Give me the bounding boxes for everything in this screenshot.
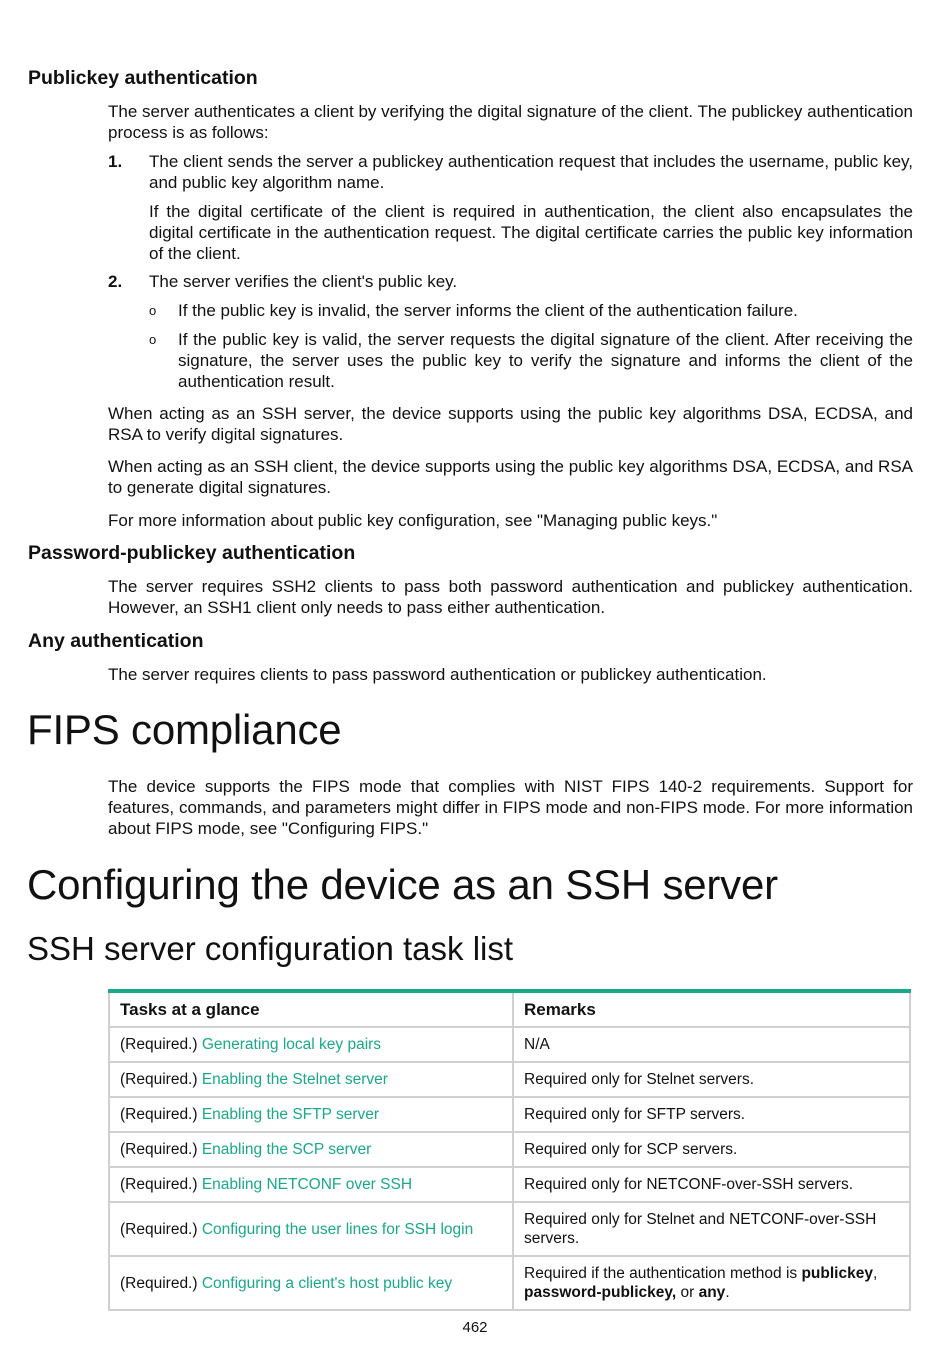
config-ssh-server-heading: Configuring the device as an SSH server xyxy=(27,861,778,908)
step-1-number: 1. xyxy=(108,152,123,171)
table-header-row xyxy=(109,991,910,1027)
bullet-2-text: If the public key is valid, the server requests the digital signature of the client. After receiving the signature, the server uses the public key to verify the signature and informs the client of the authentication result. xyxy=(178,330,913,391)
task-cell: (Required.) Enabling the Stelnet server xyxy=(109,1062,513,1097)
table-row xyxy=(109,1167,910,1202)
table-row xyxy=(109,1202,910,1256)
task-cell: (Required.) Enabling the SFTP server xyxy=(109,1097,513,1132)
server-algorithms-text: When acting as an SSH server, the device supports using the public key algorithms DSA, ECDSA, and RSA to verify digital signatures. xyxy=(108,404,913,444)
any-auth-text: The server requires clients to pass password authentication or publickey authentication. xyxy=(108,665,767,684)
link-generating-local-key-pairs[interactable]: Generating local key pairs xyxy=(201,1036,382,1053)
public-key-more-info: For more information about public key configuration, see "Managing public keys." xyxy=(108,511,718,530)
table-row xyxy=(109,1132,910,1167)
link-enabling-netconf-over-ssh[interactable]: Enabling NETCONF over SSH xyxy=(201,1176,413,1193)
link-enabling-sftp-server[interactable]: Enabling the SFTP server xyxy=(201,1106,380,1123)
table-row xyxy=(109,1062,910,1097)
step-1-note: If the digital certificate of the client is required in authentication, the client also encapsulates the digital certificate in the authentication request. The digital certificate carries the public key information of the client. xyxy=(149,202,913,263)
client-algorithms-text: When acting as an SSH client, the device supports using the public key algorithms DSA, ECDSA, and RSA to generate digital signatures. xyxy=(108,457,913,497)
header-remarks: Remarks xyxy=(513,991,910,1027)
link-enabling-scp-server[interactable]: Enabling the SCP server xyxy=(201,1141,372,1158)
remark-cell: Required if the authentication method is publickey, password-publickey, or any. xyxy=(513,1256,910,1310)
remark-cell: Required only for Stelnet and NETCONF-over-SSH servers. xyxy=(513,1202,910,1256)
link-configuring-client-host-public-key[interactable]: Configuring a client's host public key xyxy=(201,1274,453,1292)
step-1-text: The client sends the server a publickey authentication request that includes the username, public key, and public key algorithm name. xyxy=(149,152,913,192)
any-auth-heading: Any authentication xyxy=(28,630,204,652)
link-configuring-user-lines[interactable]: Configuring the user lines for SSH login xyxy=(201,1220,474,1238)
fips-heading: FIPS compliance xyxy=(27,706,342,753)
step-2-number: 2. xyxy=(108,272,123,291)
remark-cell: Required only for SFTP servers. xyxy=(513,1097,910,1132)
remark-cell: N/A xyxy=(513,1027,910,1062)
remark-cell: Required only for Stelnet servers. xyxy=(513,1062,910,1097)
bullet-1-marker: o xyxy=(149,303,157,318)
table-row xyxy=(109,1097,910,1132)
header-tasks: Tasks at a glance xyxy=(109,991,513,1027)
task-cell: (Required.) Configuring the user lines for SSH login xyxy=(109,1202,513,1256)
bullet-2-marker: o xyxy=(149,332,157,347)
table-row xyxy=(109,1256,910,1310)
task-cell: (Required.) Configuring a client's host public key xyxy=(109,1256,513,1310)
task-list-heading: SSH server configuration task list xyxy=(27,930,514,967)
table-row xyxy=(109,1027,910,1062)
task-cell: (Required.) Generating local key pairs xyxy=(109,1027,513,1062)
remark-cell: Required only for SCP servers. xyxy=(513,1132,910,1167)
publickey-auth-heading: Publickey authentication xyxy=(28,67,258,89)
task-cell: (Required.) Enabling NETCONF over SSH xyxy=(109,1167,513,1202)
task-table xyxy=(108,989,911,1311)
fips-text: The device supports the FIPS mode that complies with NIST FIPS 140-2 requirements. Support for features, commands, and parameters might differ in FIPS mode and non-FIPS mode. For more information about FIPS mode, see "Configuring FIPS." xyxy=(108,777,913,838)
bullet-1-text: If the public key is invalid, the server informs the client of the authentication failure. xyxy=(178,301,798,320)
task-cell: (Required.) Enabling the SCP server xyxy=(109,1132,513,1167)
page-number: 462 xyxy=(462,1319,488,1336)
step-2-text: The server verifies the client's public key. xyxy=(149,272,458,291)
link-enabling-stelnet-server[interactable]: Enabling the Stelnet server xyxy=(201,1071,388,1088)
password-publickey-text: The server requires SSH2 clients to pass both password authentication and publickey authentication. However, an SSH1 client only needs to pass either authentication. xyxy=(108,577,913,617)
publickey-intro: The server authenticates a client by verifying the digital signature of the client. The publickey authentication process is as follows: xyxy=(108,102,913,142)
password-publickey-heading: Password-publickey authentication xyxy=(28,542,356,564)
remark-cell: Required only for NETCONF-over-SSH servers. xyxy=(513,1167,910,1202)
